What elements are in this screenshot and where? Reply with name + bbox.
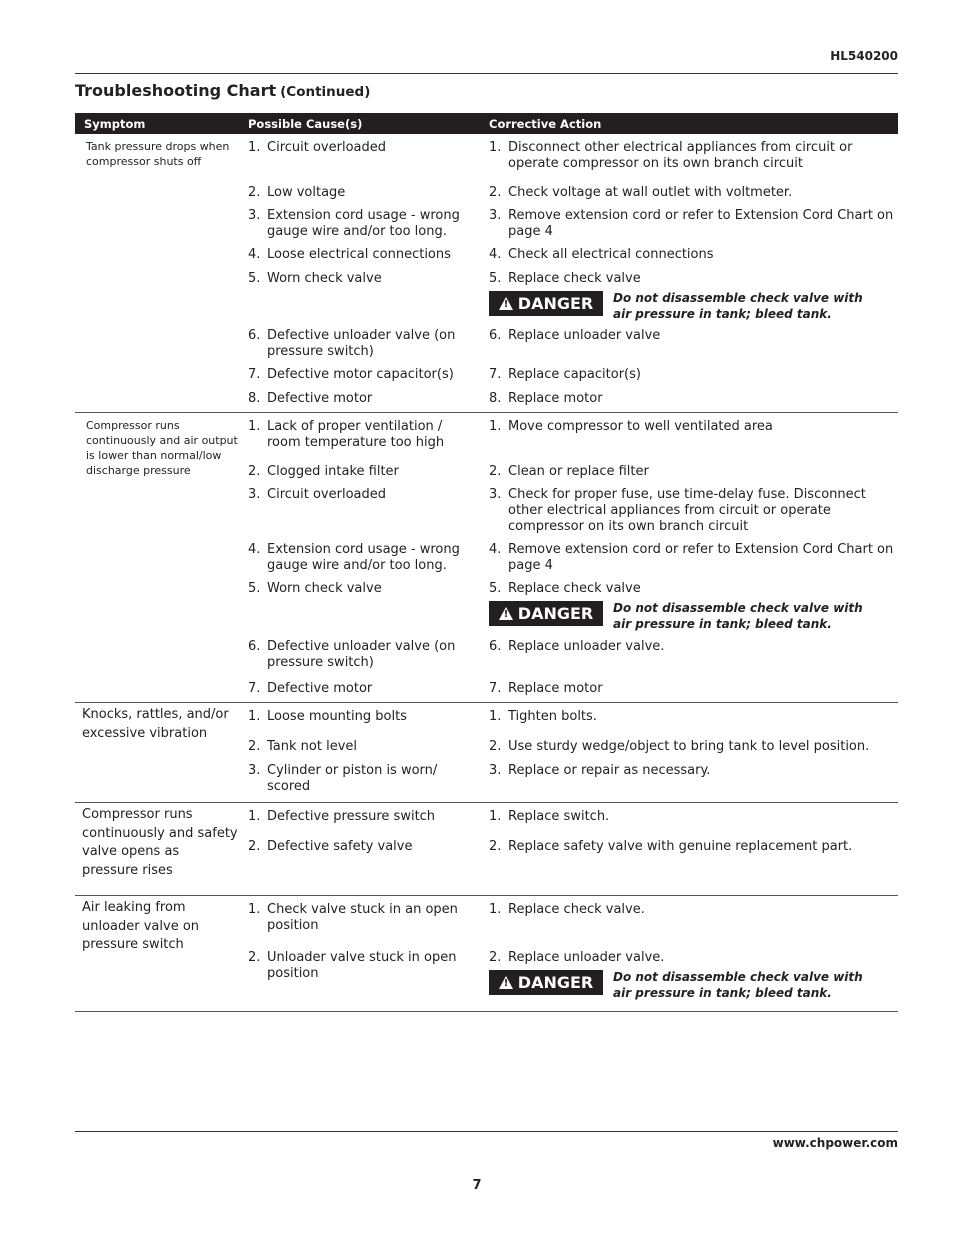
action-cell [479,271,898,328]
cause-text: Circuit overloaded [267,140,386,155]
action-text: Move compressor to well ventilated area [508,419,773,434]
danger-badge [489,291,603,316]
cause-cell [239,271,479,328]
cause-number: 4. [248,247,261,262]
cause-text: Worn check valve [267,581,382,596]
warning-triangle-icon [499,976,513,989]
page-title [75,81,370,100]
action-number: 5. [489,271,502,286]
action-number: 3. [489,763,502,778]
cause-cell [239,185,479,208]
action-cell [479,839,898,894]
cause-cell [239,902,479,950]
cause-text: Low voltage [267,185,346,200]
action-line [489,950,894,966]
action-number: 6. [489,328,502,343]
cause-number: 2. [248,464,261,479]
action-line [489,247,894,263]
cause-cell [239,739,479,763]
cause-number: 2. [248,950,261,965]
action-number: 3. [489,487,502,502]
cause-number: 7. [248,681,261,696]
table-row [75,328,898,367]
cause-text: Defective unloader valve (on pressure switch) [267,328,456,359]
cause-text: Circuit overloaded [267,487,386,502]
action-line [489,391,894,407]
row-spacer [75,542,239,581]
cause-cell [239,391,479,411]
cause-number: 3. [248,208,261,223]
cause-text: Loose mounting bolts [267,709,407,724]
action-number: 7. [489,367,502,382]
cause-cell [239,208,479,247]
table-row [75,487,898,542]
cause-text: Defective motor capacitor(s) [267,367,454,382]
row-spacer [75,271,239,328]
warning-triangle-icon [499,297,513,310]
symptom-cell: Compressor runs continuously and air output is lower than normal/low discharge pressure [86,419,238,477]
action-line [489,487,894,535]
cause-number: 1. [248,809,261,824]
cause-text: Cylinder or piston is worn/ scored [267,763,438,794]
cause-cell [239,839,479,894]
action-number: 2. [489,950,502,965]
cause-number: 3. [248,487,261,502]
danger-text-line: air pressure in tank; bleed tank. [613,306,832,321]
row-spacer [75,328,239,367]
symptom-cell: Knocks, rattles, and/or excessive vibration [82,707,229,741]
table-row [75,639,898,681]
exclamation-mark: ! [503,299,509,310]
cause-text: Loose electrical connections [267,247,451,262]
cause-number: 7. [248,367,261,382]
table-row [75,391,898,411]
table-row [75,367,898,391]
row-spacer [75,639,239,681]
action-number: 2. [489,185,502,200]
action-cell [479,391,898,411]
action-cell [479,902,898,950]
cause-text: Defective safety valve [267,839,413,854]
action-line [489,208,894,240]
table-row [75,185,898,208]
danger-text-line: Do not disassemble check valve with [613,601,863,615]
action-number: 8. [489,391,502,406]
header-corrective-action: Corrective Action [489,116,602,131]
action-number: 7. [489,681,502,696]
symptom-group [75,803,898,896]
action-line [489,581,894,597]
action-cell [479,487,898,542]
danger-label: DANGER [517,293,594,313]
cause-cell [239,247,479,271]
action-number: 4. [489,542,502,557]
danger-text-line: air pressure in tank; bleed tank. [613,616,832,631]
action-text: Replace unloader valve. [508,639,665,654]
table-row [75,208,898,247]
action-text: Remove extension cord or refer to Extension Cord Chart on page 4 [508,208,894,239]
table-row [75,271,898,328]
footer-divider [75,1131,898,1132]
cause-number: 2. [248,185,261,200]
cause-number: 3. [248,763,261,778]
cause-cell [239,367,479,391]
action-text: Remove extension cord or refer to Extension Cord Chart on page 4 [508,542,894,573]
action-line [489,839,894,855]
action-line [489,809,894,825]
action-number: 1. [489,140,502,155]
cause-text: Defective pressure switch [267,809,436,824]
action-text: Replace check valve [508,581,641,596]
cause-cell [239,464,479,487]
action-text: Replace check valve [508,271,641,286]
cause-number: 5. [248,271,261,286]
symptom-group [75,134,898,413]
action-line [489,681,894,697]
table-row [75,581,898,639]
symptom-cell: Tank pressure drops when compressor shuts off [86,140,230,168]
action-cell [479,140,898,185]
cause-number: 1. [248,902,261,917]
danger-text-line: air pressure in tank; bleed tank. [613,985,832,1000]
action-cell [479,581,898,639]
title-main: Troubleshooting Chart [75,81,277,100]
row-spacer [75,367,239,391]
action-line [489,271,894,287]
title-continued: (Continued) [280,84,371,100]
cause-text: Unloader valve stuck in open position [267,950,457,981]
action-number: 1. [489,809,502,824]
action-line [489,763,894,779]
danger-label: DANGER [517,972,594,992]
action-line [489,140,894,172]
cause-number: 6. [248,639,261,654]
table-row [75,247,898,271]
action-cell [479,542,898,581]
cause-cell [239,487,479,542]
action-line [489,739,894,755]
symptom-group [75,896,898,1012]
row-spacer [75,185,239,208]
cause-text: Defective motor [267,391,373,406]
row-spacer [75,487,239,542]
row-spacer [75,247,239,271]
cause-cell [239,140,479,185]
cause-text: Check valve stuck in an open position [267,902,458,933]
action-text: Replace motor [508,681,603,696]
row-spacer [75,581,239,639]
action-number: 2. [489,839,502,854]
exclamation-mark: ! [503,609,509,620]
action-number: 6. [489,639,502,654]
table-row [75,542,898,581]
row-spacer [75,681,239,701]
action-cell [479,464,898,487]
action-text: Replace capacitor(s) [508,367,641,382]
symptom-cell: Air leaking from unloader valve on pressure switch [82,900,200,952]
table-header [75,113,898,134]
danger-warning [489,601,894,632]
action-number: 5. [489,581,502,596]
action-cell [479,739,898,763]
action-number: 1. [489,709,502,724]
action-cell [479,247,898,271]
table-row [75,763,898,801]
cause-text: Worn check valve [267,271,382,286]
cause-text: Clogged intake filter [267,464,399,479]
cause-text: Defective motor [267,681,373,696]
action-text: Tighten bolts. [508,709,597,724]
action-cell [479,419,898,464]
action-text: Replace or repair as necessary. [508,763,711,778]
action-text: Replace motor [508,391,603,406]
action-number: 2. [489,739,502,754]
cause-cell [239,709,479,739]
cause-cell [239,681,479,701]
danger-text [613,601,863,632]
cause-number: 2. [248,839,261,854]
danger-label: DANGER [517,603,594,623]
action-text: Replace check valve. [508,902,645,917]
cause-number: 4. [248,542,261,557]
row-spacer [75,208,239,247]
action-line [489,328,894,344]
action-cell [479,208,898,247]
action-line [489,464,894,480]
danger-text-line: Do not disassemble check valve with [613,970,863,984]
troubleshooting-table [75,113,898,1012]
action-text: Replace unloader valve [508,328,661,343]
cause-cell [239,639,479,681]
action-text: Replace safety valve with genuine replacement part. [508,839,853,854]
warning-triangle-icon [499,607,513,620]
row-spacer [75,391,239,411]
page-number: 7 [472,1178,482,1193]
header-divider [75,73,898,74]
action-text: Replace unloader valve. [508,950,665,965]
model-number: HL540200 [830,49,898,63]
action-number: 3. [489,208,502,223]
action-line [489,542,894,574]
cause-cell [239,542,479,581]
action-line [489,709,894,725]
cause-cell [239,419,479,464]
cause-text: Extension cord usage - wrong gauge wire and/or too long. [267,542,460,573]
cause-text: Defective unloader valve (on pressure switch) [267,639,456,670]
action-text: Check all electrical connections [508,247,714,262]
cause-number: 5. [248,581,261,596]
cause-cell [239,328,479,367]
cause-text: Lack of proper ventilation / room temperature too high [267,419,445,450]
danger-warning [489,291,894,322]
cause-number: 2. [248,739,261,754]
cause-cell [239,950,479,1010]
symptom-group [75,703,898,803]
symptom-cell: Compressor runs continuously and safety valve opens as pressure rises [82,807,238,878]
action-cell [479,709,898,739]
action-text: Use sturdy wedge/object to bring tank to level position. [508,739,870,754]
action-cell [479,639,898,681]
cause-cell [239,581,479,639]
action-text: Disconnect other electrical appliances from circuit or operate compressor on its own branch circuit [508,140,853,171]
cause-number: 1. [248,709,261,724]
cause-number: 6. [248,328,261,343]
row-spacer [75,950,239,1010]
action-cell [479,681,898,701]
cause-text: Extension cord usage - wrong gauge wire and/or too long. [267,208,460,239]
cause-number: 1. [248,419,261,434]
cause-cell [239,763,479,801]
action-line [489,367,894,383]
action-text: Check for proper fuse, use time-delay fuse. Disconnect other electrical appliances from circuit or operate compressor on its own branch circuit [508,487,866,534]
action-cell [479,367,898,391]
action-text: Replace switch. [508,809,610,824]
action-cell [479,763,898,801]
danger-text [613,970,863,1001]
action-line [489,902,894,918]
cause-number: 1. [248,140,261,155]
table-row [75,950,898,1010]
action-number: 1. [489,902,502,917]
action-number: 2. [489,464,502,479]
danger-warning [489,970,894,1001]
symptom-group [75,413,898,703]
table-row [75,681,898,701]
action-line [489,419,894,435]
exclamation-mark: ! [503,978,509,989]
action-cell [479,950,898,1010]
website-url[interactable]: www.chpower.com [772,1136,898,1150]
row-spacer [75,763,239,801]
cause-text: Tank not level [267,739,357,754]
cause-cell [239,809,479,839]
action-number: 4. [489,247,502,262]
action-cell [479,809,898,839]
danger-badge [489,601,603,626]
cause-number: 8. [248,391,261,406]
action-line [489,639,894,655]
danger-badge [489,970,603,995]
danger-text [613,291,863,322]
action-text: Check voltage at wall outlet with voltmeter. [508,185,793,200]
danger-text-line: Do not disassemble check valve with [613,291,863,305]
header-possible-causes: Possible Cause(s) [248,116,363,131]
header-symptom: Symptom [84,116,146,131]
action-cell [479,328,898,367]
action-number: 1. [489,419,502,434]
action-line [489,185,894,201]
action-text: Clean or replace filter [508,464,649,479]
action-cell [479,185,898,208]
